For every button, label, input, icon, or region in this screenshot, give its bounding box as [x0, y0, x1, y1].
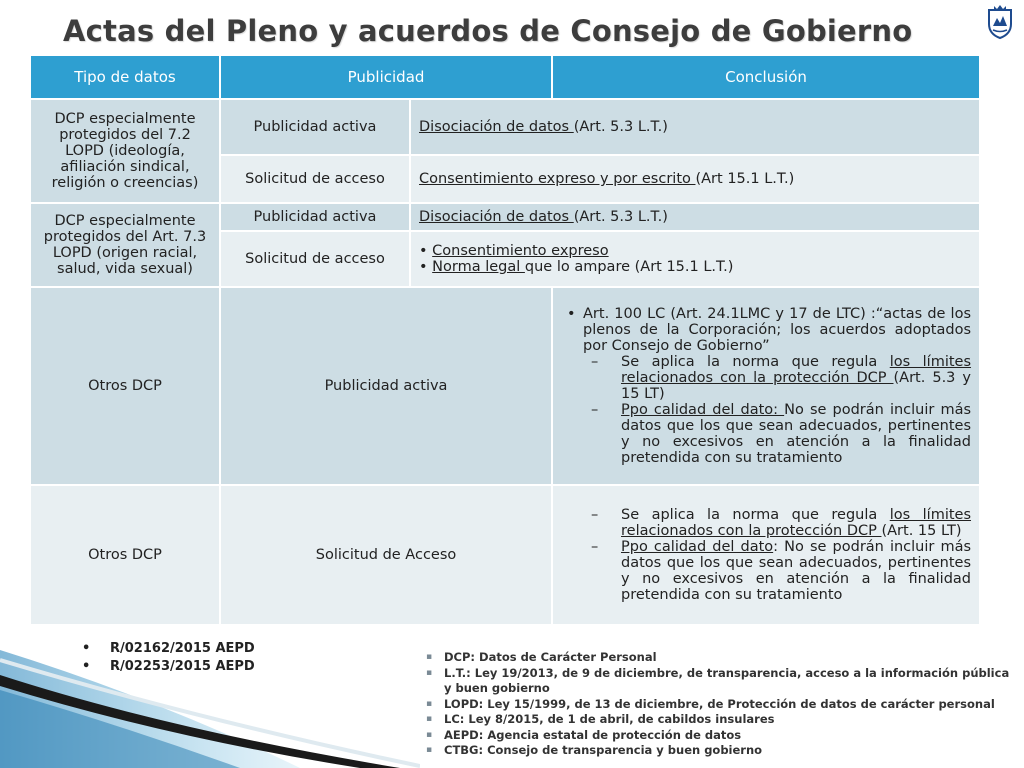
- conclusion-subitem: – Se aplica la norma que regula los límites relacionados con la protección DCP (Art. 15 LT): [591, 507, 971, 539]
- glossary-item: ▪ DCP: Datos de Carácter Personal: [424, 650, 1014, 666]
- table-row: [30, 485, 980, 625]
- reference-item: • R/02162/2015 AEPD: [82, 640, 255, 658]
- glossary-item: ▪ AEPD: Agencia estatal de protección de datos: [424, 728, 1014, 744]
- tipo-cell: Otros DCP: [30, 485, 220, 625]
- conclusion-link[interactable]: Ppo calidad del dato: [621, 539, 774, 555]
- conclusion-cell: [552, 287, 980, 485]
- conclusion-link[interactable]: Norma legal: [432, 259, 525, 275]
- conclusion-cell: [410, 99, 980, 155]
- page-title: Actas del Pleno y acuerdos de Consejo de Gobierno: [63, 14, 913, 48]
- conclusion-subitem: – Ppo calidad del dato: No se podrán incluir más datos que los que sean adecuados, pertinentes y no excesivos en atención a la finalidad pretendida con su tratamiento: [591, 539, 971, 603]
- conclusion-link[interactable]: los límites relacionados con la protección DCP: [621, 354, 972, 386]
- conclusion-subitem: – Se aplica la norma que regula los límites relacionados con la protección DCP (Art. 5.3 y 15 LT): [591, 354, 971, 402]
- conclusion-ref: (Art. 5.3 L.T.): [573, 119, 668, 135]
- conclusion-sublist: [561, 507, 971, 603]
- conclusion-link[interactable]: los límites relacionados con la protección DCP: [621, 507, 972, 539]
- conclusion-ref: que lo ampare (Art 15.1 L.T.): [524, 259, 734, 275]
- coat-of-arms-logo: [985, 4, 1015, 40]
- conclusion-ref: (Art. 5.3 L.T.): [573, 209, 668, 225]
- tipo-cell: Otros DCP: [30, 287, 220, 485]
- reference-item: • R/02253/2015 AEPD: [82, 658, 255, 676]
- conclusion-link[interactable]: Disociación de datos: [419, 209, 574, 225]
- table-header-row: [30, 55, 980, 99]
- glossary-item: ▪ CTBG: Consejo de transparencia y buen gobierno: [424, 743, 1014, 759]
- publicidad-cell: Publicidad activa: [220, 287, 552, 485]
- publicidad-cell: Solicitud de acceso: [220, 155, 410, 203]
- glossary-item: ▪ LOPD: Ley 15/1999, de 13 de diciembre, de Protección de datos de carácter personal: [424, 697, 1014, 713]
- conclusion-cell: [410, 203, 980, 231]
- conclusion-subitem: – Ppo calidad del dato: No se podrán incluir más datos que los que sean adecuados, pertinentes y no excesivos en atención a la finalidad pretendida con su tratamiento: [591, 402, 971, 466]
- header-conclusion: Conclusión: [552, 55, 980, 99]
- header-publicidad: Publicidad: [220, 55, 552, 99]
- glossary-item: ▪ LC: Ley 8/2015, de 1 de abril, de cabildos insulares: [424, 712, 1014, 728]
- tipo-cell: DCP especialmente protegidos del 7.2 LOPD (ideología, afiliación sindical, religión o creencias): [30, 99, 220, 203]
- conclusion-cell: [410, 155, 980, 203]
- table-row: [30, 203, 980, 231]
- publicidad-cell: Publicidad activa: [220, 99, 410, 155]
- conclusion-item: • Art. 100 LC (Art. 24.1LMC y 17 de LTC) :“actas de los plenos de la Corporación; los acuerdos adoptados por Consejo de Gobierno”: [561, 306, 971, 354]
- table-row: [30, 99, 980, 155]
- conclusion-cell: [410, 231, 980, 287]
- conclusion-item: [419, 259, 971, 275]
- glossary-item: ▪ L.T.: Ley 19/2013, de 9 de diciembre, de transparencia, acceso a la información pública y buen gobierno: [424, 666, 1014, 697]
- abbreviations-glossary: [424, 650, 1014, 759]
- publicidad-cell: Publicidad activa: [220, 203, 410, 231]
- conclusion-link[interactable]: Disociación de datos: [419, 119, 574, 135]
- conclusion-list: [561, 306, 971, 354]
- conclusion-item: [419, 243, 971, 259]
- table-row: [30, 287, 980, 485]
- data-publicity-table: [29, 54, 981, 626]
- header-tipo: Tipo de datos: [30, 55, 220, 99]
- publicidad-cell: Solicitud de Acceso: [220, 485, 552, 625]
- conclusion-link[interactable]: Consentimiento expreso: [432, 243, 609, 259]
- tipo-cell: DCP especialmente protegidos del Art. 7.3 LOPD (origen racial, salud, vida sexual): [30, 203, 220, 287]
- conclusion-link[interactable]: Ppo calidad del dato:: [621, 402, 785, 418]
- conclusion-link[interactable]: Consentimiento expreso y por escrito: [419, 171, 696, 187]
- conclusion-ref: (Art 15.1 L.T.): [695, 171, 795, 187]
- conclusion-cell: [552, 485, 980, 625]
- conclusion-sublist: [561, 354, 971, 466]
- publicidad-cell: Solicitud de acceso: [220, 231, 410, 287]
- resolution-references: [82, 640, 255, 676]
